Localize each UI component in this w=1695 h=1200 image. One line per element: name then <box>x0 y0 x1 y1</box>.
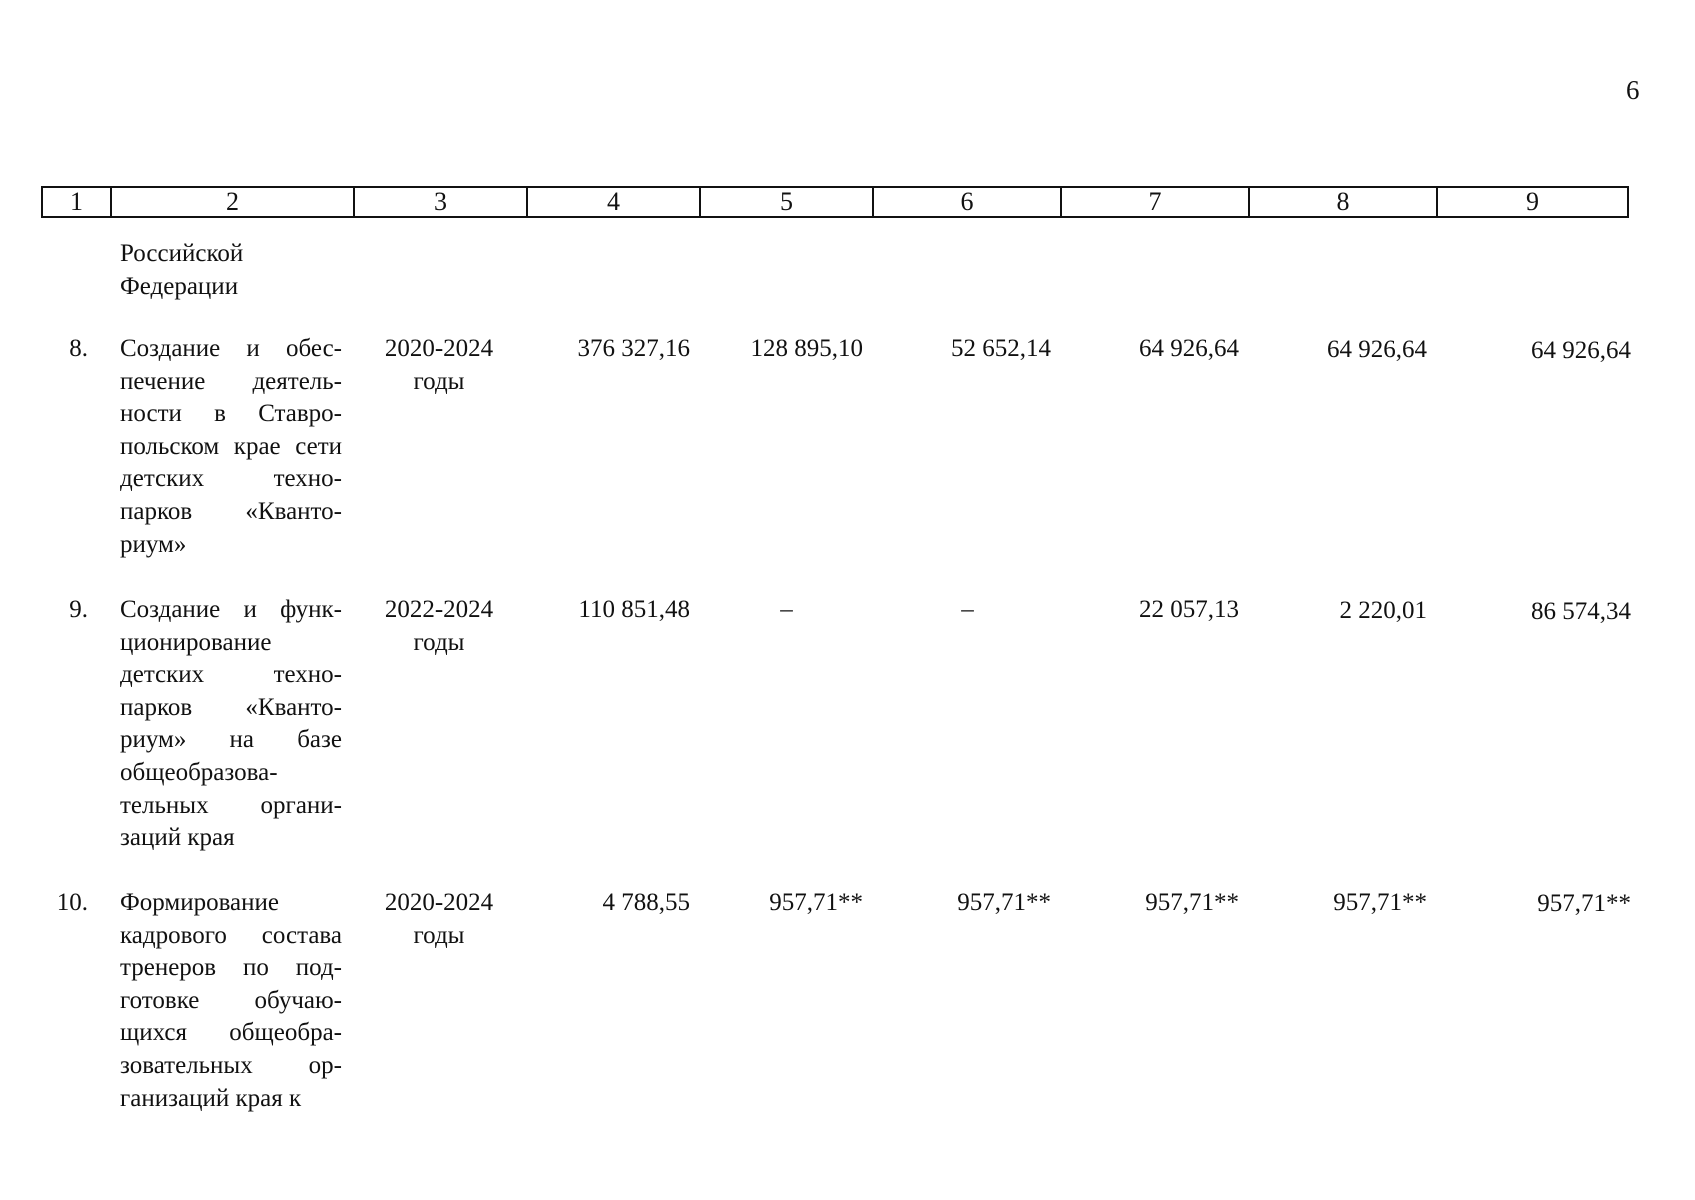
row-value-col4: 4 788,55 <box>602 889 690 916</box>
header-col-5: 5 <box>701 188 874 216</box>
row-value-col4: 110 851,48 <box>578 596 690 623</box>
row-period: 2022-2024 годы <box>384 596 494 656</box>
row-value-col6: 52 652,14 <box>951 335 1051 362</box>
row-value-col7: 64 926,64 <box>1139 335 1239 362</box>
table-header-row <box>41 186 1629 218</box>
header-col-8: 8 <box>1250 188 1438 216</box>
row-value-col8: 64 926,64 <box>1327 336 1427 363</box>
row-name: Создание и обеспечение деятельности в Ставропольском крае сети детских технопарков «Кванториум» <box>120 335 342 558</box>
row-value-col9: 957,71** <box>1537 890 1631 917</box>
row-number: 10. <box>56 889 88 916</box>
row-value-col8: 957,71** <box>1333 889 1427 916</box>
row-value-col9: 64 926,64 <box>1531 337 1631 364</box>
row-value-col6: 957,71** <box>957 889 1051 916</box>
header-col-6: 6 <box>874 188 1062 216</box>
row-value-col7: 22 057,13 <box>1139 596 1239 623</box>
row-number: 9. <box>69 596 88 623</box>
row-value-col5: 128 895,10 <box>750 335 863 362</box>
header-col-9: 9 <box>1526 187 1539 216</box>
row-value-col6: – <box>961 596 974 623</box>
row-name: Создание и функционирование детских технопарков «Кванториум» на базе общеобразовательных организаций края <box>120 596 342 852</box>
header-col-4: 4 <box>528 188 701 216</box>
continuation-text: Российской Федерации <box>120 240 244 300</box>
row-value-col5: 957,71** <box>769 889 863 916</box>
row-number: 8. <box>69 335 88 362</box>
header-col-2: 2 <box>112 188 355 216</box>
row-period: 2020-2024 годы <box>384 335 494 395</box>
header-col-7: 7 <box>1062 188 1250 216</box>
row-value-col9: 86 574,34 <box>1531 598 1631 625</box>
header-col-1: 1 <box>43 188 112 216</box>
page-number: 6 <box>1626 75 1640 105</box>
row-name: Формирование кадрового состава тренеров по подготовке обучающихся общеобразовательных организаций края к <box>120 889 342 1112</box>
row-value-col4: 376 327,16 <box>577 335 690 362</box>
header-col-3: 3 <box>355 188 528 216</box>
row-value-col5: – <box>780 596 793 623</box>
row-value-col7: 957,71** <box>1145 889 1239 916</box>
row-value-col8: 2 220,01 <box>1339 597 1427 624</box>
row-period: 2020-2024 годы <box>384 889 494 949</box>
